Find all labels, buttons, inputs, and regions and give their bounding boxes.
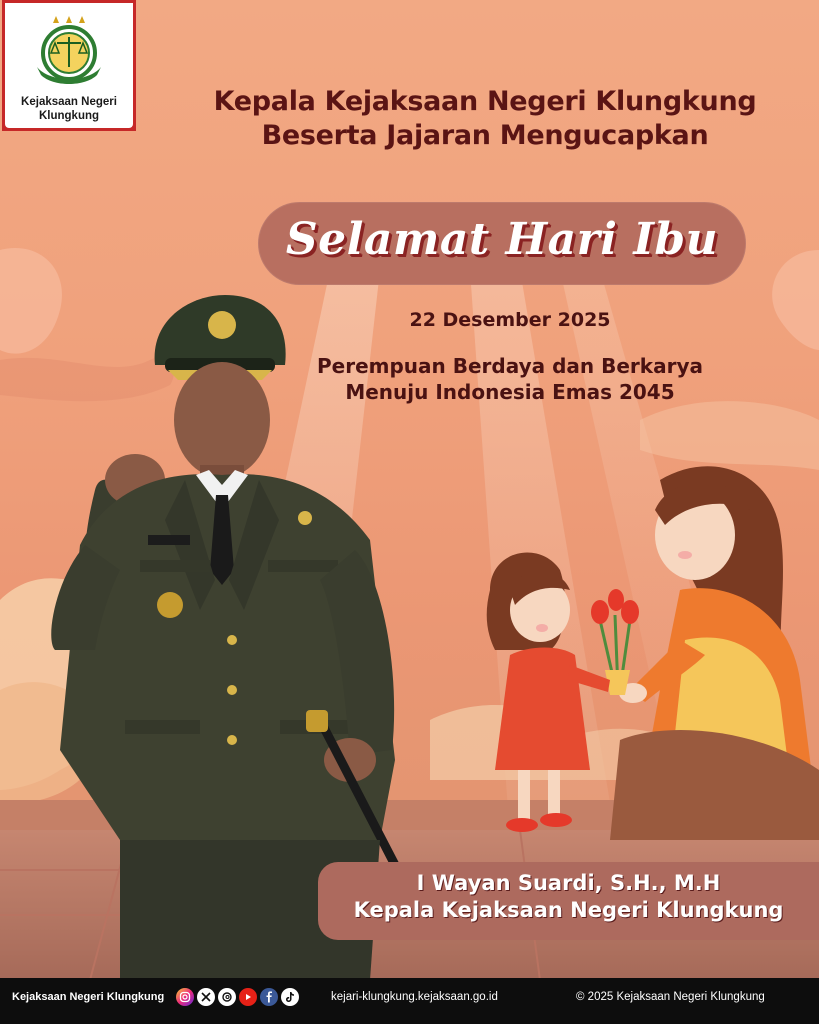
footer-copyright: © 2025 Kejaksaan Negeri Klungkung xyxy=(576,991,765,1003)
event-date: 22 Desember 2025 xyxy=(409,309,611,331)
footer-website-link[interactable]: kejari-klungkung.kejaksaan.go.id xyxy=(331,991,498,1003)
logo-line-2: Klungkung xyxy=(38,110,100,122)
instagram-icon[interactable] xyxy=(176,988,194,1006)
logo-text xyxy=(5,95,133,123)
person-title: Kepala Kejaksaan Negeri Klungkung xyxy=(353,898,784,922)
greeting-text: Selamat Hari Ibu xyxy=(285,214,719,265)
logo-line-1: Kejaksaan Negeri xyxy=(21,96,117,108)
greeting-banner xyxy=(258,202,746,285)
threads-icon[interactable] xyxy=(218,988,236,1006)
youtube-icon[interactable] xyxy=(239,988,257,1006)
x-icon[interactable] xyxy=(197,988,215,1006)
mother-child-illustration xyxy=(430,440,819,860)
tiktok-icon[interactable] xyxy=(281,988,299,1006)
person-name: I Wayan Suardi, S.H., M.H xyxy=(416,871,721,895)
footer-org-name: Kejaksaan Negeri Klungkung xyxy=(12,991,165,1003)
logo-panel xyxy=(5,3,133,128)
theme-line-1: Perempuan Berdaya dan Berkarya xyxy=(317,354,703,378)
logo-badge xyxy=(2,0,136,131)
heading-line-1: Kepala Kejaksaan Negeri Klungkung xyxy=(213,86,757,117)
footer-bar xyxy=(0,978,819,1024)
kejaksaan-emblem-icon xyxy=(5,3,133,93)
social-icons xyxy=(176,988,299,1006)
theme-line-2: Menuju Indonesia Emas 2045 xyxy=(345,380,675,404)
facebook-icon[interactable] xyxy=(260,988,278,1006)
heading-line-2: Beserta Jajaran Mengucapkan xyxy=(261,120,709,151)
